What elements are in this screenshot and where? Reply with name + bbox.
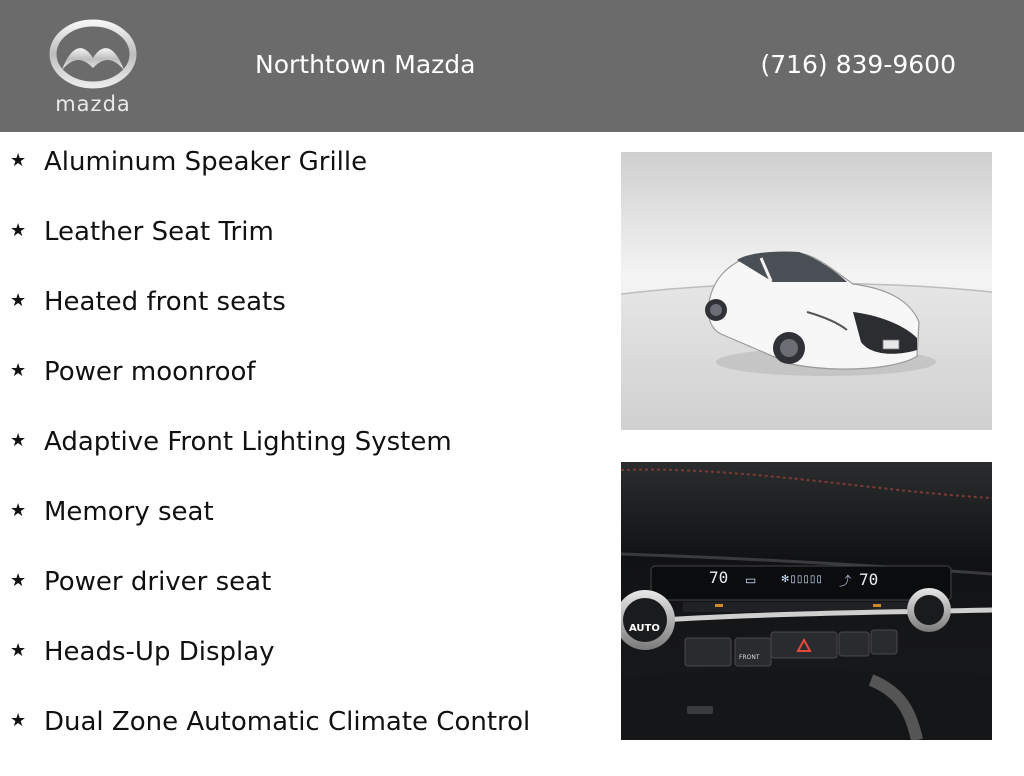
seat-airflow-icon: ⤴	[839, 574, 852, 588]
dealer-phone[interactable]: (716) 839-9600	[760, 50, 956, 79]
feature-item	[10, 566, 600, 636]
star-icon: ★	[10, 430, 27, 451]
star-icon: ★	[10, 150, 27, 171]
feature-item	[10, 706, 600, 776]
car-icon: ▭	[745, 573, 757, 587]
feature-label: Heated front seats	[44, 287, 286, 317]
star-icon: ★	[10, 640, 27, 661]
brand-wordmark: mazda	[55, 92, 131, 116]
mazda-logo[interactable]	[40, 18, 146, 114]
star-icon: ★	[10, 500, 27, 521]
feature-item	[10, 216, 600, 286]
feature-item	[10, 356, 600, 426]
feature-list	[10, 146, 600, 776]
feature-label: Dual Zone Automatic Climate Control	[44, 707, 531, 737]
fan-level-indicator: ✻▯▯▯▯▯	[781, 574, 823, 585]
white-sedan-illustration	[621, 152, 992, 430]
feature-item	[10, 496, 600, 566]
star-icon: ★	[10, 220, 27, 241]
right-temp-readout: 70	[859, 570, 879, 589]
feature-label: Power moonroof	[44, 357, 256, 387]
feature-label: Power driver seat	[44, 567, 272, 597]
dealer-name[interactable]: Northtown Mazda	[255, 50, 476, 79]
feature-item	[10, 146, 600, 216]
front-defrost-label[interactable]: FRONT	[739, 654, 760, 661]
feature-item	[10, 636, 600, 706]
star-icon: ★	[10, 290, 27, 311]
feature-label: Memory seat	[44, 497, 214, 527]
feature-label: Aluminum Speaker Grille	[44, 147, 368, 177]
car-interior-photo[interactable]	[621, 462, 992, 740]
feature-label: Heads-Up Display	[44, 637, 275, 667]
star-icon: ★	[10, 360, 27, 381]
feature-label: Leather Seat Trim	[44, 217, 274, 247]
feature-item	[10, 426, 600, 496]
climate-control-panel-illustration	[621, 462, 992, 740]
auto-button-label[interactable]: AUTO	[629, 623, 660, 634]
star-icon: ★	[10, 570, 27, 591]
mazda-wing-icon	[40, 18, 146, 90]
feature-item	[10, 286, 600, 356]
star-icon: ★	[10, 710, 27, 731]
left-temp-readout: 70	[709, 568, 729, 587]
header-bar	[0, 0, 1024, 132]
feature-label: Adaptive Front Lighting System	[44, 427, 452, 457]
car-exterior-photo[interactable]	[621, 152, 992, 430]
